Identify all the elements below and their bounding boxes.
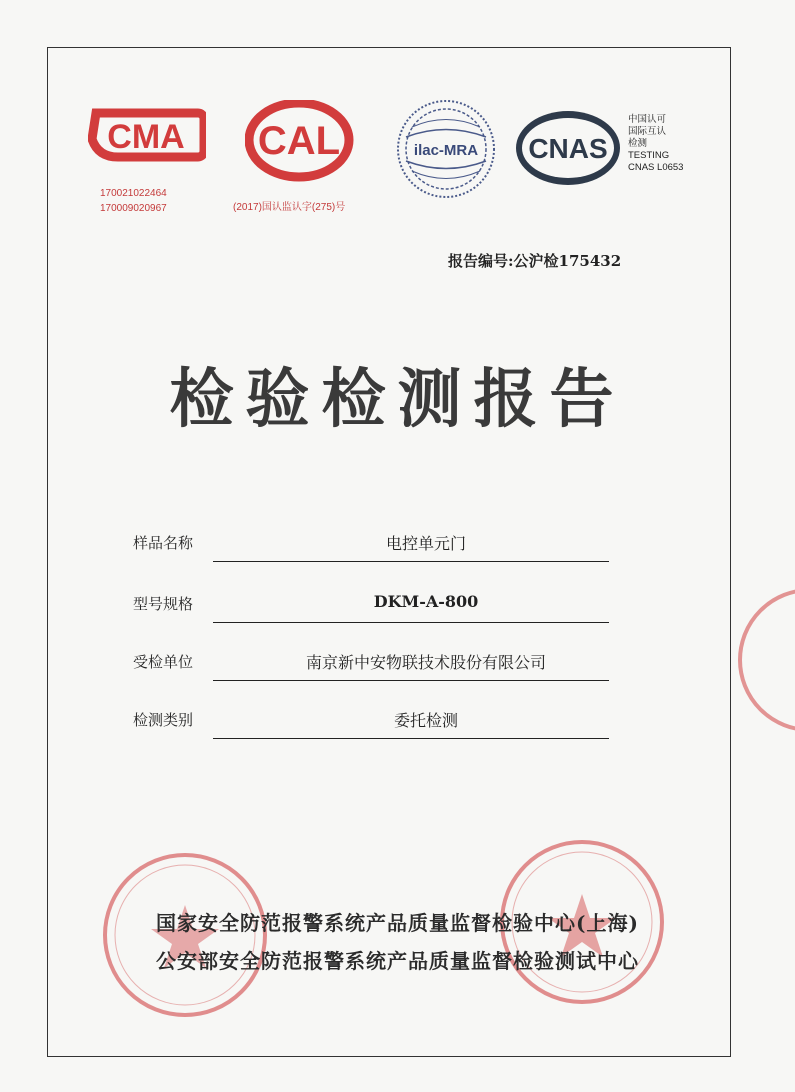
- cnas-side-2: 国际互认: [628, 126, 667, 137]
- svg-text:CAL: CAL: [257, 119, 341, 163]
- cma-code-2: 170009020967: [100, 203, 167, 214]
- ilac-mra-logo: [394, 97, 498, 201]
- svg-text:CMA: CMA: [107, 118, 185, 156]
- cnas-side-5: CNAS L0653: [628, 162, 684, 173]
- org-line-1: 国家安全防范报警系统产品质量监督检验中心(上海): [156, 911, 639, 935]
- field-value: 电控单元门: [385, 534, 466, 553]
- field-test-type: [133, 705, 609, 735]
- field-value: 南京新中安物联技术股份有限公司: [305, 653, 546, 672]
- org-line-2: 公安部安全防范报警系统产品质量监督检验测试中心: [156, 949, 639, 973]
- cma-code-1: 170021022464: [100, 188, 167, 199]
- field-label: 检测类别: [133, 711, 194, 729]
- cnas-side-1: 中国认可: [628, 114, 667, 125]
- cnas-logo: [513, 108, 623, 188]
- field-underline: [213, 561, 609, 562]
- field-underline: [213, 622, 609, 623]
- page-title: 检验检测报告: [169, 362, 626, 437]
- field-model: [133, 589, 609, 619]
- cal-note: (2017)国认监认字(275)号: [233, 202, 346, 213]
- field-underline: [213, 738, 609, 739]
- field-sample-name: [133, 528, 609, 558]
- svg-text:CNAS: CNAS: [528, 133, 608, 164]
- field-label: 受检单位: [133, 653, 194, 671]
- cal-logo: [245, 100, 355, 185]
- field-value: 委托检测: [393, 711, 458, 730]
- field-underline: [213, 680, 609, 681]
- field-value: DKM-A-800: [373, 592, 479, 611]
- cnas-side-3: 检测: [628, 138, 648, 149]
- report-number: 报告编号:公沪检175432: [448, 252, 622, 270]
- cnas-side-text: [628, 114, 683, 174]
- cma-logo: [88, 105, 206, 167]
- seal-stamp-edge: [735, 585, 795, 735]
- field-label: 样品名称: [133, 534, 194, 552]
- field-client: [133, 647, 609, 677]
- field-label: 型号规格: [133, 595, 194, 613]
- cma-codes: [100, 186, 167, 216]
- svg-text:ilac-MRA: ilac-MRA: [413, 142, 479, 159]
- cnas-side-4: TESTING: [628, 150, 670, 161]
